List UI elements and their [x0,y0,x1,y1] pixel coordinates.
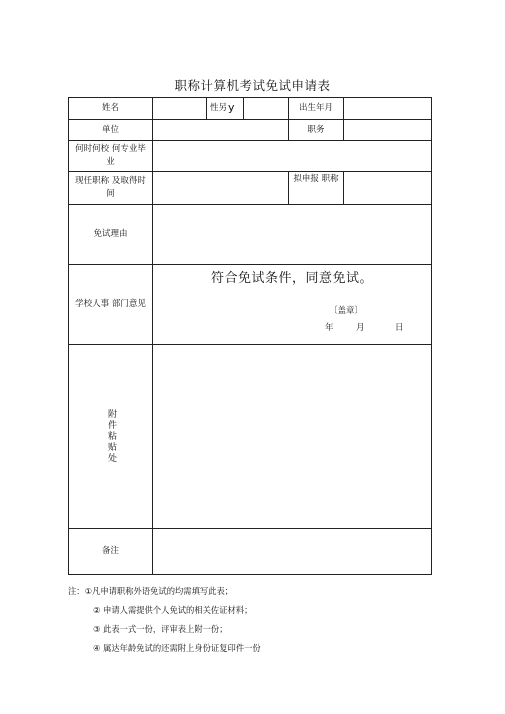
opinion-area[interactable] [153,265,431,344]
birth-label: 出生年月 [298,103,333,113]
note-item: ② 申请人需提供个人免试的相关佐证材料； [93,605,253,615]
reason-label: 免试理由 [93,229,128,239]
note-item: ③ 此表一式一份，评审表上附一份； [93,624,228,634]
current-title-field[interactable] [153,172,288,204]
unit-label: 单位 [101,124,119,135]
remark-label: 备注 [101,546,119,556]
unit-field[interactable] [153,120,288,140]
gender-value: y [228,101,235,114]
opinion-label: 学校人事 部门意见 [75,299,146,309]
current-title-label: 现任职称 及取得时间 [75,176,146,199]
school-field[interactable] [153,141,431,171]
gender-field[interactable] [244,98,288,119]
birth-field[interactable] [344,98,431,119]
remark-field[interactable] [153,529,431,574]
year-label: 年 [325,323,334,333]
note-item: ④ 属达年龄免试的还需附上身份证复印件一份 [93,643,261,653]
name-label: 姓名 [101,103,119,113]
reason-field[interactable] [153,205,431,264]
opinion-text: 符合免试条件，同意免试。 [210,271,373,286]
seal-text: 〔盖章〕 [329,306,364,316]
month-label: 月 [356,323,365,333]
attachment-label: 附件粘贴处 [106,409,116,464]
gender-label: 性另 [210,103,228,113]
school-label: 何时何校 何专业毕业 [75,144,146,167]
apply-title-label: 拟申报 职称 [293,174,339,184]
note-item: 注：①凡申请职称外语免试的均需填写此表； [68,586,234,596]
post-label: 职务 [307,124,325,135]
apply-title-field[interactable] [344,172,431,204]
gender-cell[interactable] [207,98,243,119]
post-field[interactable] [344,120,431,140]
attachment-label-cell [69,345,152,528]
application-form-table [68,97,432,575]
form-title: 职称计算机考试免试申请表 [174,78,331,93]
attachment-area[interactable] [153,345,431,528]
name-field[interactable] [153,98,206,119]
day-label: 日 [395,323,404,333]
